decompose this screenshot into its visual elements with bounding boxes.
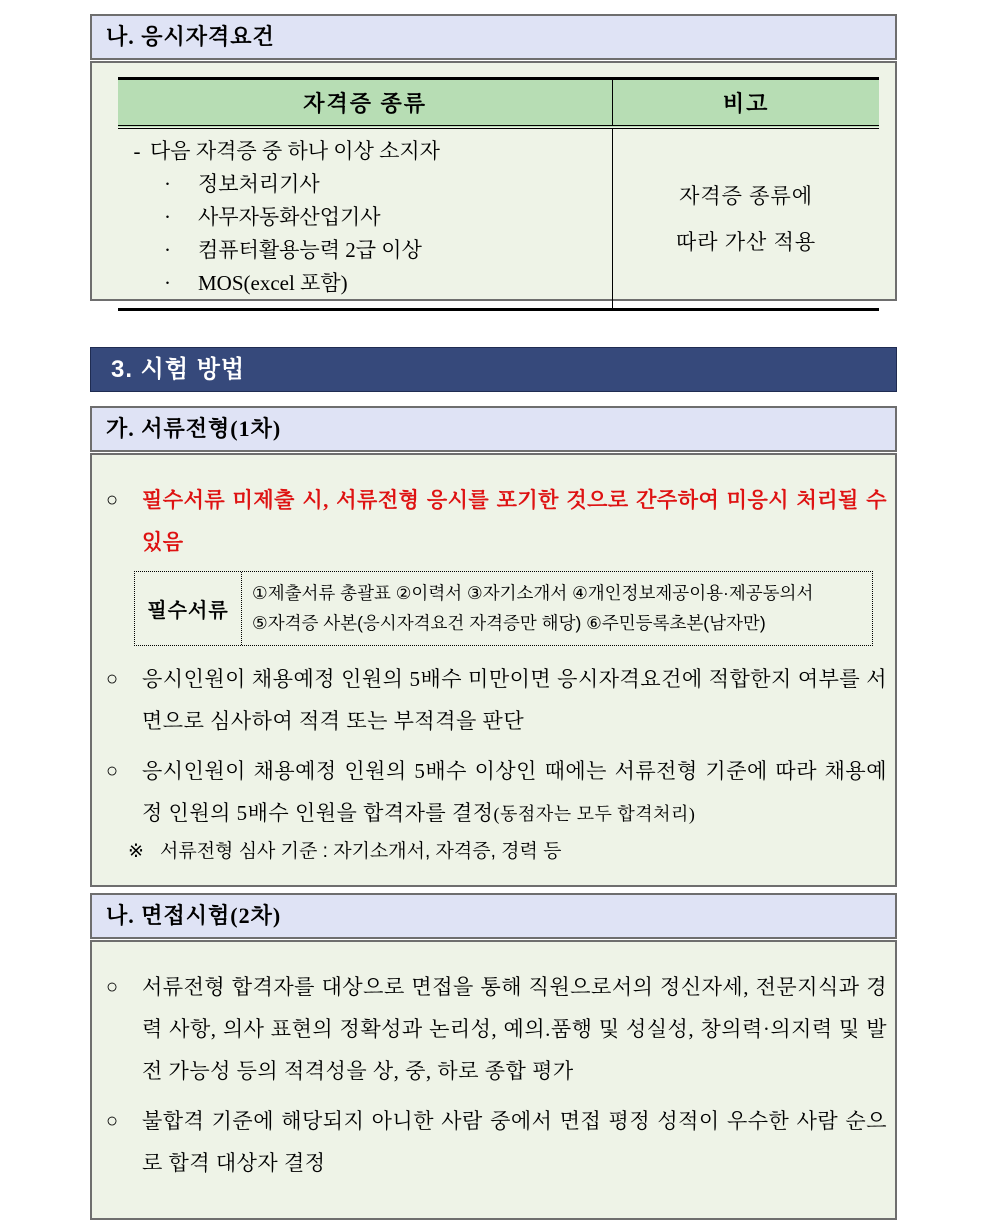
- remark-line: 따라 가산 적용: [675, 229, 817, 254]
- exam-method-section-banner: [90, 347, 897, 392]
- cert-item-text: MOS(excel 포함): [198, 271, 348, 295]
- cert-item: [124, 168, 612, 201]
- cert-item-text: 컴퓨터활용능력 2급 이상: [198, 238, 422, 262]
- interview-bullet-text: 불합격 기준에 해당되지 아니한 사람 중에서 면접 평정 성적이 우수한 사람 순으로 합격 대상자 결정: [142, 1109, 887, 1175]
- warning-text: 필수서류 미제출 시, 서류전형 응시를 포기한 것으로 간주하여 미응시 처리될 수 있음: [142, 488, 887, 554]
- circle-bullet-marker: ○: [106, 976, 119, 998]
- cert-item: [124, 234, 612, 267]
- cert-item-text: 정보처리기사: [198, 172, 320, 196]
- circle-bullet-marker: ○: [106, 489, 119, 511]
- interview-title: 나. 면접시험(2차): [106, 903, 282, 928]
- reference-marker: ※: [128, 841, 144, 862]
- screening-note-text: 서류전형 심사 기준 : 자기소개서, 자격증, 경력 등: [160, 841, 562, 862]
- circle-bullet-marker: ○: [106, 668, 119, 690]
- document-screening-body: [90, 453, 897, 887]
- required-docs-line: ①제출서류 총괄표 ②이력서 ③자기소개서 ④개인정보제공이용·제공동의서: [252, 583, 814, 603]
- qualification-table: [118, 77, 879, 311]
- warning-paragraph: [104, 479, 887, 563]
- required-docs-content: [242, 572, 821, 645]
- dot-marker: ·: [164, 205, 171, 229]
- interview-bullet: [104, 1100, 887, 1184]
- required-docs-line: ⑤자격증 사본(응시자격요건 자격증만 해당) ⑥주민등록초본(남자만): [252, 613, 766, 633]
- required-docs-label: 필수서류: [135, 572, 242, 645]
- dot-marker: ·: [164, 238, 171, 262]
- interview-body: [90, 940, 897, 1220]
- exam-method-banner-title: 3. 시험 방법: [111, 356, 246, 383]
- document-screening-title: 가. 서류전형(1차): [106, 416, 282, 441]
- dash-marker: -: [133, 139, 141, 163]
- screening-bullet: [104, 750, 887, 835]
- qualification-table-header-row: [118, 79, 879, 128]
- column-header-remark: 비고: [613, 79, 879, 128]
- remark-cell: [613, 127, 879, 310]
- eligibility-section-header: [90, 14, 897, 60]
- eligibility-section-title: 나. 응시자격요건: [106, 24, 275, 49]
- cert-item: [124, 267, 612, 300]
- cert-item: [124, 201, 612, 234]
- circle-bullet-marker: ○: [106, 760, 119, 782]
- interview-bullet: [104, 966, 887, 1092]
- screening-note: [104, 837, 887, 867]
- eligibility-section-body: [90, 61, 897, 301]
- remark-line: 자격증 종류에: [679, 183, 814, 208]
- screening-bullet-main: 응시인원이 채용예정 인원의 5배수 이상인 때에는 서류전형 기준에 따라 채용예정 인원의 5배수 인원을 합격자를 결정: [142, 759, 887, 825]
- cert-intro-text: 다음 자격증 중 하나 이상 소지자: [150, 139, 440, 163]
- cert-item-text: 사무자동화산업기사: [198, 205, 381, 229]
- cert-list-intro: [124, 135, 612, 168]
- interview-header: [90, 893, 897, 939]
- dot-marker: ·: [164, 172, 171, 196]
- required-docs-table: [134, 571, 873, 646]
- interview-bullet-text: 서류전형 합격자를 대상으로 면접을 통해 직원으로서의 정신자세, 전문지식과 경력 사항, 의사 표현의 정확성과 논리성, 예의.품행 및 성실성, 창의력·의지력 및 발전 가능성 등의 적격성을 상, 중, 하로 종합 평가: [142, 975, 887, 1083]
- cert-list-cell: [118, 127, 613, 310]
- screening-bullet-text: 응시인원이 채용예정 인원의 5배수 미만이면 응시자격요건에 적합한지 여부를 서면으로 심사하여 적격 또는 부적격을 판단: [142, 667, 887, 733]
- document-screening-header: [90, 406, 897, 452]
- dot-marker: ·: [164, 271, 171, 295]
- column-header-cert-type: 자격증 종류: [118, 79, 613, 128]
- screening-bullet-small: (동점자는 모두 합격처리): [493, 804, 696, 824]
- circle-bullet-marker: ○: [106, 1110, 119, 1132]
- screening-bullet: [104, 658, 887, 742]
- screening-bullet-text: [142, 750, 887, 835]
- qualification-table-body-row: [118, 127, 879, 310]
